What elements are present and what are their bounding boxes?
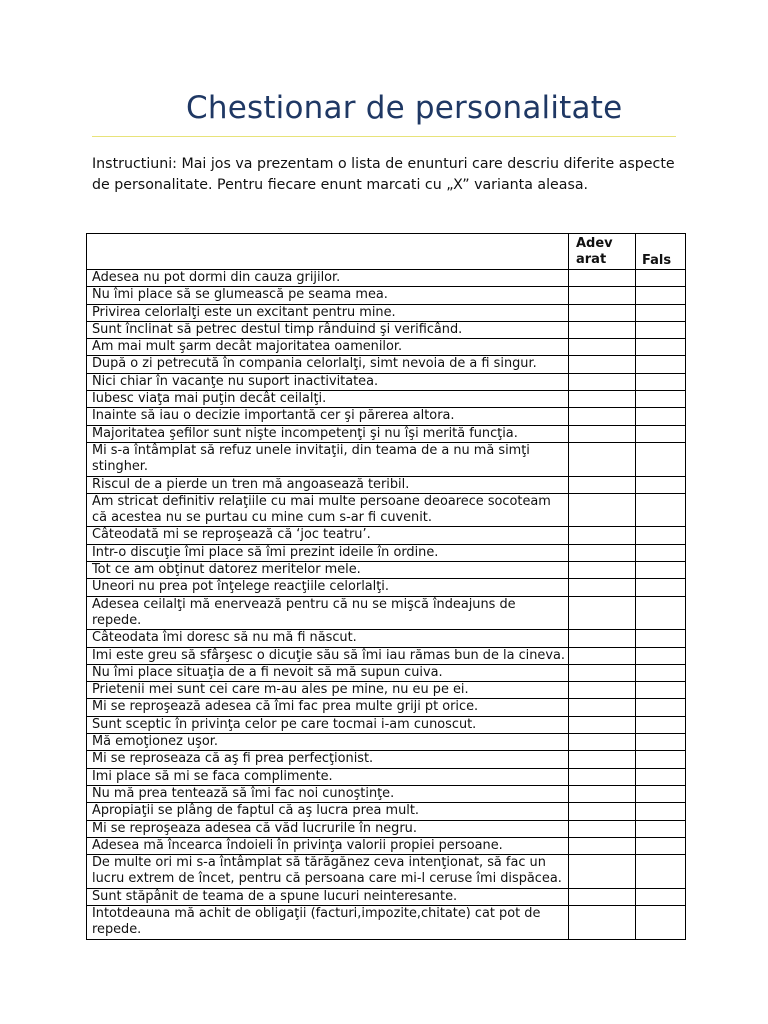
answer-true-box[interactable] [569, 425, 636, 442]
answer-true-box[interactable] [569, 408, 636, 425]
statement-cell: Am mai mult şarm decât majoritatea oamenilor. [87, 339, 569, 356]
table-row [87, 476, 686, 493]
table-row [87, 855, 686, 889]
table-row [87, 647, 686, 664]
header-true-cell [569, 234, 636, 270]
answer-true-box[interactable] [569, 837, 636, 854]
table-row [87, 837, 686, 854]
table-row [87, 785, 686, 802]
statement-cell: Iubesc viaţa mai puţin decât ceilalţi. [87, 391, 569, 408]
answer-false-box[interactable] [636, 321, 686, 338]
header-true-label: Adev arat [576, 236, 613, 267]
answer-false-box[interactable] [636, 630, 686, 647]
statement-cell: Nu mă prea tentează să îmi fac noi cunoştinţe. [87, 785, 569, 802]
answer-true-box[interactable] [569, 544, 636, 561]
table-row [87, 699, 686, 716]
answer-true-box[interactable] [569, 820, 636, 837]
answer-false-box[interactable] [636, 493, 686, 527]
answer-true-box[interactable] [569, 596, 636, 630]
statement-cell: Inainte să iau o decizie importantă cer şi părerea altora. [87, 408, 569, 425]
answer-true-box[interactable] [569, 716, 636, 733]
table-row [87, 287, 686, 304]
statement-cell: Mi se reproşeaza adesea că văd lucrurile în negru. [87, 820, 569, 837]
statement-cell: Uneori nu prea pot înţelege reacţiile celorlalţi. [87, 579, 569, 596]
answer-false-box[interactable] [636, 425, 686, 442]
answer-true-box[interactable] [569, 682, 636, 699]
answer-true-box[interactable] [569, 442, 636, 476]
table-row [87, 803, 686, 820]
answer-false-box[interactable] [636, 339, 686, 356]
statement-cell: Imi este greu să sfârşesc o dicuţie său să îmi iau rămas bun de la cineva. [87, 647, 569, 664]
answer-false-box[interactable] [636, 785, 686, 802]
answer-true-box[interactable] [569, 270, 636, 287]
table-row [87, 888, 686, 905]
answer-true-box[interactable] [569, 493, 636, 527]
answer-false-box[interactable] [636, 682, 686, 699]
answer-false-box[interactable] [636, 544, 686, 561]
answer-false-box[interactable] [636, 442, 686, 476]
statement-cell: Privirea celorlalţi este un excitant pentru mine. [87, 304, 569, 321]
answer-false-box[interactable] [636, 270, 686, 287]
table-row [87, 339, 686, 356]
answer-false-box[interactable] [636, 562, 686, 579]
answer-false-box[interactable] [636, 579, 686, 596]
table-row [87, 527, 686, 544]
statement-cell: Mi se reproşează adesea că îmi fac prea multe griji pt orice. [87, 699, 569, 716]
answer-true-box[interactable] [569, 785, 636, 802]
table-row [87, 664, 686, 681]
table-row [87, 734, 686, 751]
answer-true-box[interactable] [569, 373, 636, 390]
answer-true-box[interactable] [569, 664, 636, 681]
answer-false-box[interactable] [636, 287, 686, 304]
answer-true-box[interactable] [569, 339, 636, 356]
header-statement-cell [87, 234, 569, 270]
statement-cell: Câteodata îmi doresc să nu mă fi născut. [87, 630, 569, 647]
statement-cell: După o zi petrecută în compania celorlalţi, simt nevoia de a fi singur. [87, 356, 569, 373]
table-row [87, 321, 686, 338]
statement-cell: Sunt stăpânit de teama de a spune lucuri neinteresante. [87, 888, 569, 905]
answer-true-box[interactable] [569, 768, 636, 785]
answer-true-box[interactable] [569, 751, 636, 768]
statement-cell: Imi place să mi se faca complimente. [87, 768, 569, 785]
answer-false-box[interactable] [636, 855, 686, 889]
statement-cell: Mi s-a întâmplat să refuz unele invitaţii, din teama de a nu mă simţi stingher. [87, 442, 569, 476]
table-row [87, 270, 686, 287]
answer-false-box[interactable] [636, 820, 686, 837]
table-row [87, 544, 686, 561]
answer-false-box[interactable] [636, 476, 686, 493]
answer-true-box[interactable] [569, 391, 636, 408]
answer-false-box[interactable] [636, 391, 686, 408]
table-row [87, 820, 686, 837]
questionnaire-table [86, 233, 686, 940]
table-row [87, 751, 686, 768]
statement-cell: Nu îmi place situaţia de a fi nevoit să mă supun cuiva. [87, 664, 569, 681]
table-row [87, 630, 686, 647]
statement-cell: Adesea mă încearca îndoieli în privinţa valorii propiei persoane. [87, 837, 569, 854]
answer-false-box[interactable] [636, 699, 686, 716]
answer-true-box[interactable] [569, 905, 636, 939]
answer-true-box[interactable] [569, 888, 636, 905]
answer-true-box[interactable] [569, 356, 636, 373]
table-row [87, 425, 686, 442]
table-row [87, 579, 686, 596]
answer-false-box[interactable] [636, 408, 686, 425]
answer-false-box[interactable] [636, 837, 686, 854]
answer-false-box[interactable] [636, 527, 686, 544]
answer-true-box[interactable] [569, 803, 636, 820]
answer-true-box[interactable] [569, 321, 636, 338]
table-header-row [87, 234, 686, 270]
statement-cell: Nici chiar în vacanţe nu suport inactivitatea. [87, 373, 569, 390]
answer-false-box[interactable] [636, 768, 686, 785]
title-underline [92, 136, 676, 137]
table-row [87, 408, 686, 425]
table-row [87, 493, 686, 527]
table-row [87, 391, 686, 408]
answer-true-box[interactable] [569, 630, 636, 647]
answer-true-box[interactable] [569, 476, 636, 493]
header-false-cell: Fals [636, 234, 686, 270]
answer-true-box[interactable] [569, 304, 636, 321]
statement-cell: Majoritatea şefilor sunt nişte incompetenţi şi nu îşi merită funcţia. [87, 425, 569, 442]
statement-cell: Apropiaţii se plâng de faptul că aş lucra prea mult. [87, 803, 569, 820]
answer-true-box[interactable] [569, 647, 636, 664]
statement-cell: Mi se reproseaza că aş fi prea perfecţionist. [87, 751, 569, 768]
document-title: Chestionar de personalitate [186, 90, 623, 126]
answer-true-box[interactable] [569, 579, 636, 596]
answer-true-box[interactable] [569, 562, 636, 579]
answer-false-box[interactable] [636, 716, 686, 733]
statement-cell: Am stricat definitiv relaţiile cu mai multe persoane deoarece socoteam că acestea nu se purtau cu mine cum s-ar fi cuvenit. [87, 493, 569, 527]
statement-cell: Intotdeauna mă achit de obligaţii (facturi,impozite,chitate) cat pot de repede. [87, 905, 569, 939]
answer-false-box[interactable] [636, 304, 686, 321]
table-row [87, 356, 686, 373]
answer-false-box[interactable] [636, 664, 686, 681]
statement-cell: Sunt sceptic în privinţa celor pe care tocmai i-am cunoscut. [87, 716, 569, 733]
table-row [87, 768, 686, 785]
table-row [87, 716, 686, 733]
answer-true-box[interactable] [569, 287, 636, 304]
statement-cell: Mă emoţionez uşor. [87, 734, 569, 751]
table-row [87, 304, 686, 321]
table-row [87, 562, 686, 579]
answer-false-box[interactable] [636, 751, 686, 768]
answer-false-box[interactable] [636, 356, 686, 373]
answer-false-box[interactable] [636, 803, 686, 820]
table-row [87, 373, 686, 390]
statement-cell: Intr-o discuţie îmi place să îmi prezint ideile în ordine. [87, 544, 569, 561]
statement-cell: Adesea nu pot dormi din cauza grijilor. [87, 270, 569, 287]
answer-false-box[interactable] [636, 373, 686, 390]
table-row [87, 596, 686, 630]
table-row [87, 442, 686, 476]
statement-cell: Prietenii mei sunt cei care m-au ales pe mine, nu eu pe ei. [87, 682, 569, 699]
statement-cell: Câteodată mi se reproşează că ‘joc teatru’. [87, 527, 569, 544]
statement-cell: Nu îmi place să se glumească pe seama mea. [87, 287, 569, 304]
statement-cell: Adesea ceilalţi mă enervează pentru că nu se mişcă îndeajuns de repede. [87, 596, 569, 630]
answer-true-box[interactable] [569, 527, 636, 544]
answer-false-box[interactable] [636, 905, 686, 939]
table-row [87, 682, 686, 699]
instructions-paragraph: Instructiuni: Mai jos va prezentam o lista de enunturi care descriu diferite aspecte de personalitate. Pentru fiecare enunt marcati cu „X” varianta aleasa. [92, 156, 675, 193]
answer-true-box[interactable] [569, 734, 636, 751]
table-row [87, 905, 686, 939]
answer-true-box[interactable] [569, 699, 636, 716]
statement-cell: De multe ori mi s-a întâmplat să tărăgănez ceva intenţionat, să fac un lucru extrem de încet, pentru că persoana care mi-l ceruse îmi dispăcea. [87, 855, 569, 889]
statement-cell: Tot ce am obţinut datorez meritelor mele. [87, 562, 569, 579]
statement-cell: Sunt înclinat să petrec destul timp rânduind şi verificând. [87, 321, 569, 338]
answer-false-box[interactable] [636, 734, 686, 751]
statement-cell: Riscul de a pierde un tren mă angoasează teribil. [87, 476, 569, 493]
answer-true-box[interactable] [569, 855, 636, 889]
answer-false-box[interactable] [636, 888, 686, 905]
answer-false-box[interactable] [636, 647, 686, 664]
answer-false-box[interactable] [636, 596, 686, 630]
